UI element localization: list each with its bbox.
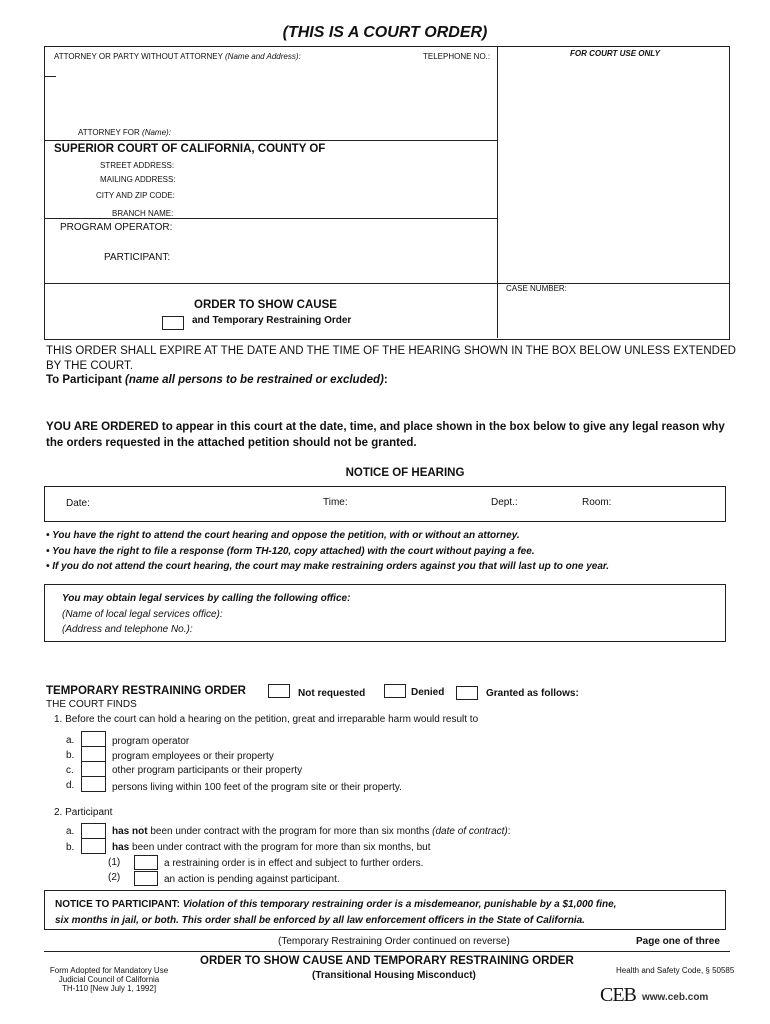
subitem-d-checkbox[interactable]	[81, 776, 106, 792]
attorney-for-label: ATTORNEY FOR (Name):	[78, 128, 171, 137]
subitem-d-letter: d.	[66, 780, 75, 791]
hearing-time-label: Time:	[323, 497, 348, 508]
statute-reference: Health and Safety Code, § 50585	[616, 966, 735, 975]
participant-b-checkbox[interactable]	[81, 838, 106, 854]
subitem-a-checkbox[interactable]	[81, 731, 106, 747]
rights-list	[46, 528, 609, 575]
court-name: SUPERIOR COURT OF CALIFORNIA, COUNTY OF	[54, 143, 326, 155]
participant-label: PARTICIPANT:	[104, 252, 171, 263]
street-address-label: STREET ADDRESS:	[100, 161, 175, 170]
finding-item-2: 2. Participant	[54, 807, 113, 818]
tro-denied-checkbox[interactable]	[384, 684, 406, 698]
legal-services-text: You may obtain legal services by calling the following office: (Name of local legal services office): (Address and telephone No.):	[62, 593, 351, 635]
subitem-c-letter: c.	[66, 765, 74, 776]
participant-b1-checkbox[interactable]	[134, 855, 158, 870]
order-subtitle: and Temporary Restraining Order	[192, 315, 352, 326]
participant-a-checkbox[interactable]	[81, 823, 106, 839]
continued-note: (Temporary Restraining Order continued on reverse)	[278, 936, 510, 947]
order-title: ORDER TO SHOW CAUSE	[194, 299, 337, 311]
tro-denied-label: Denied	[411, 687, 445, 698]
hearing-box	[44, 486, 726, 522]
participant-b-text: has been under contract with the program for more than six months, but	[112, 842, 431, 853]
participant-b1-text: a restraining order is in effect and subject to further orders.	[164, 858, 424, 869]
order-tro-checkbox[interactable]	[162, 316, 184, 330]
branch-name-label: BRANCH NAME:	[112, 209, 174, 218]
form-adopted-block: Form Adopted for Mandatory Use Judicial Council of California TH-110 [New July 1, 1992]	[49, 966, 169, 993]
hearing-room-label: Room:	[582, 497, 612, 508]
footer-sub-title: (Transitional Housing Misconduct)	[312, 970, 476, 981]
tro-granted-label: Granted as follows:	[486, 688, 579, 699]
tro-title: TEMPORARY RESTRAINING ORDER	[46, 685, 246, 697]
parties-row-divider	[44, 218, 498, 219]
tro-not-requested-label: Not requested	[298, 688, 366, 699]
subitem-b-text: program employees or their property	[112, 751, 274, 762]
participant-b2-num: (2)	[108, 872, 121, 883]
tro-not-requested-checkbox[interactable]	[268, 684, 290, 698]
participant-b1-num: (1)	[108, 857, 121, 868]
subitem-c-text: other program participants or their property	[112, 765, 303, 776]
title-row-divider	[44, 283, 729, 284]
footer-rule	[44, 951, 730, 952]
footer-main-title: ORDER TO SHOW CAUSE AND TEMPORARY RESTRAINING ORDER	[200, 955, 574, 967]
city-zip-label: CITY AND ZIP CODE:	[96, 191, 175, 200]
hearing-dept-label: Dept.:	[491, 497, 518, 508]
court-finds-label: THE COURT FINDS	[46, 699, 137, 710]
hearing-date-label: Date:	[66, 498, 90, 509]
finding-item-1: 1. Before the court can hold a hearing on the petition, great and irreparable harm would result to	[54, 714, 479, 725]
court-use-label: FOR COURT USE ONLY	[570, 49, 660, 58]
case-number-label: CASE NUMBER:	[506, 284, 567, 293]
right-item: • You have the right to file a response (form TH-120, copy attached) with the court without paying a fee.	[46, 545, 535, 557]
expire-notice: THIS ORDER SHALL EXPIRE AT THE DATE AND THE TIME OF THE HEARING SHOWN IN THE BOX BELOW UNLESS EXTENDED BY THE COURT.	[46, 345, 736, 372]
subitem-c-checkbox[interactable]	[81, 761, 106, 777]
tro-granted-checkbox[interactable]	[456, 686, 478, 700]
notice-of-hearing-title: NOTICE OF HEARING	[345, 467, 465, 479]
notice-text: NOTICE TO PARTICIPANT: Violation of this temporary restraining order is a misdemeanor, punishable by a $1,000 fine, six months in jail, or both. This order shall be enforced by all law enforcement officers in the State of California.	[55, 899, 617, 926]
participant-b-letter: b.	[66, 842, 75, 853]
attorney-label: ATTORNEY OR PARTY WITHOUT ATTORNEY (Name and Address):	[54, 52, 301, 61]
page-number: Page one of three	[636, 936, 720, 947]
participant-b2-checkbox[interactable]	[134, 871, 158, 886]
subitem-b-letter: b.	[66, 750, 75, 761]
right-item: • You have the right to attend the court hearing and oppose the petition, with or without an attorney.	[46, 530, 520, 541]
ceb-logo: CEB	[600, 984, 636, 1006]
ordered-notice: YOU ARE ORDERED to appear in this court at the date, time, and place shown in the box below to give any legal reason why the orders requested in the attached petition should not be granted.	[46, 421, 725, 449]
mailing-address-label: MAILING ADDRESS:	[100, 175, 176, 184]
subitem-a-letter: a.	[66, 735, 75, 746]
caption-vertical-divider	[497, 46, 498, 338]
participant-b2-text: an action is pending against participant.	[164, 874, 340, 885]
subitem-d-text: persons living within 100 feet of the program site or their property.	[112, 782, 402, 793]
participant-a-text: has not been under contract with the program for more than six months (date of contract):	[112, 826, 511, 837]
subitem-a-text: program operator	[112, 736, 190, 747]
participant-a-letter: a.	[66, 826, 75, 837]
caption-tick	[44, 76, 56, 77]
court-row-divider	[44, 140, 498, 141]
subitem-b-checkbox[interactable]	[81, 746, 106, 762]
page-title: (THIS IS A COURT ORDER)	[282, 24, 488, 41]
ceb-website[interactable]: www.ceb.com	[642, 992, 709, 1003]
program-operator-label: PROGRAM OPERATOR:	[60, 222, 173, 233]
telephone-label: TELEPHONE NO.:	[423, 52, 491, 61]
to-participant: To Participant (name all persons to be restrained or excluded):	[46, 374, 388, 386]
right-item: • If you do not attend the court hearing, the court may make restraining orders against you that will last up to one year.	[46, 561, 610, 572]
